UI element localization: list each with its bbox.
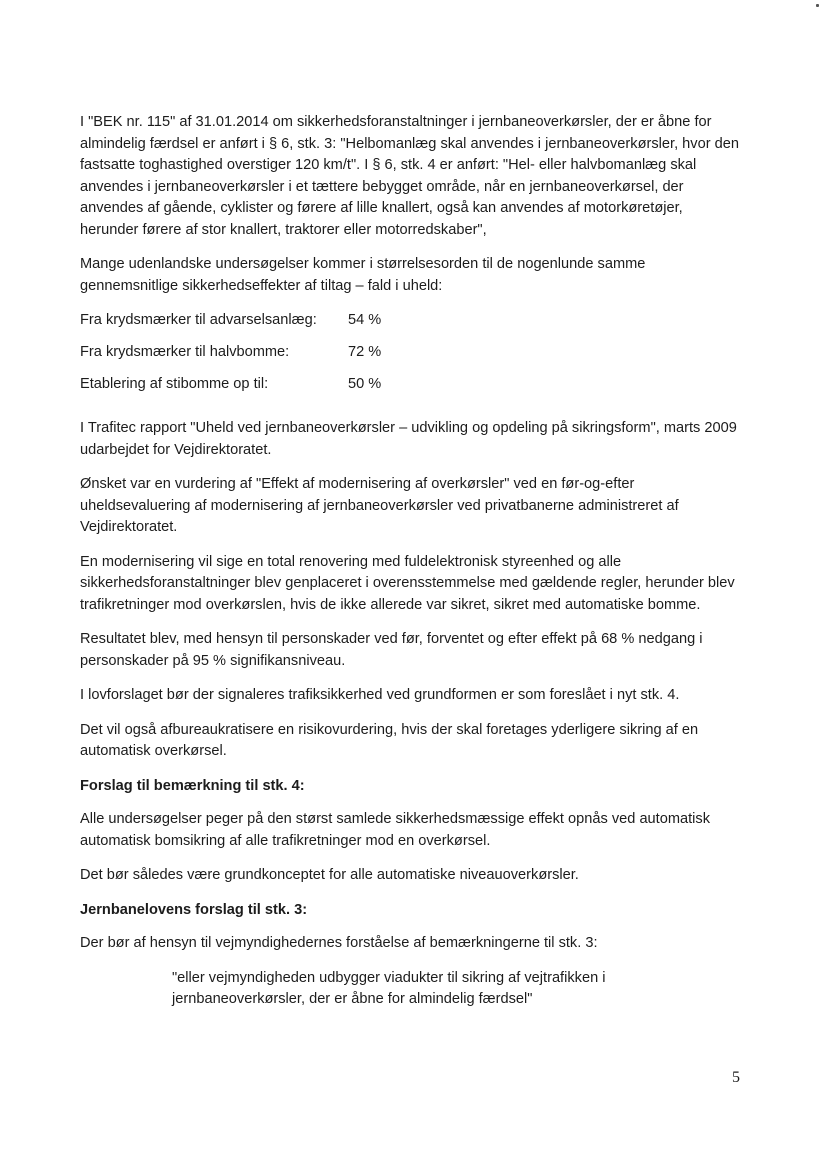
paragraph-bek-reference: I "BEK nr. 115" af 31.01.2014 om sikkerhedsforanstaltninger i jernbaneoverkørsler, der er åbne for almindelig færdsel er anført i § 6, stk. 3: "Helbomanlæg skal anvendes i jernbaneoverkørsler, hvor den fastsatte toghastighed overstiger 120 km/t". I § 6, stk. 4 er anført: "Hel- eller halvbomanlæg skal anvendes i jernbaneoverkørsler i et tættere bebygget område, når en jernbaneoverkørsel, der anvendes af gående, cyklister og førere af lille knallert, også kan anvendes af motorkøretøjer, herunder førere af stor knallert, traktorer eller motorredskaber", bbox=[80, 114, 739, 238]
stat-value: 50 % bbox=[348, 376, 382, 392]
stat-row bbox=[80, 342, 745, 374]
paragraph-result: Resultatet blev, med hensyn til personskader ved før, forventet og efter effekt på 68 % nedgang i personskader på 95 % signifikansniveau. bbox=[80, 631, 703, 669]
scan-mark bbox=[816, 4, 819, 7]
page-number: 5 bbox=[732, 1069, 740, 1086]
document-body bbox=[80, 112, 745, 1023]
paragraph-road-authorities: Der bør af hensyn til vejmyndighedernes forståelse af bemærkningerne til stk. 3: bbox=[80, 935, 598, 951]
quote-viaducts: "eller vejmyndigheden udbygger viadukter til sikring af vejtrafikken i jernbaneoverkørsler, der er åbne for almindelig færdsel" bbox=[172, 969, 606, 1007]
paragraph-basic-concept: Det bør således være grundkonceptet for alle automatiske niveauoverkørsler. bbox=[80, 867, 579, 883]
paragraph-risk-assessment: Det vil også afbureaukratisere en risikovurdering, hvis der skal foretages yderligere sikring af en automatisk overkørsel. bbox=[80, 721, 699, 759]
stat-row bbox=[80, 310, 745, 342]
stat-label: Fra krydsmærker til halvbomme: bbox=[80, 344, 290, 360]
stat-label: Etablering af stibomme op til: bbox=[80, 376, 269, 392]
heading-stk-4: Forslag til bemærkning til stk. 4: bbox=[80, 777, 305, 794]
stat-row bbox=[80, 374, 745, 406]
paragraph-bill-signal: I lovforslaget bør der signaleres trafiksikkerhed ved grundformen er som foreslået i nyt stk. 4. bbox=[80, 687, 680, 703]
paragraph-all-studies: Alle undersøgelser peger på den størst samlede sikkerhedsmæssige effekt opnås ved automatisk automatisk bomsikring af alle trafikretninger mod en overkørsel. bbox=[80, 811, 711, 849]
paragraph-foreign-studies: Mange udenlandske undersøgelser kommer i størrelsesorden til de nogenlunde samme gennemsnitlige sikkerhedseffekter af tiltag – fald i uheld: bbox=[80, 256, 646, 294]
safety-effects-list bbox=[80, 310, 745, 406]
paragraph-modernisation: En modernisering vil sige en total renovering med fuldelektronisk styreenhed og alle sikkerhedsforanstaltninger blev genplaceret i overensstemmelse med gældende regler, herunder blev trafikretninger mod overkørslen, hvis de ikke allerede var sikret, sikret med automatiske bomme. bbox=[80, 553, 735, 613]
stat-value: 54 % bbox=[348, 312, 382, 328]
paragraph-trafitec-report: I Trafitec rapport "Uheld ved jernbaneoverkørsler – udvikling og opdeling på sikringsform", marts 2009 udarbejdet for Vejdirektoratet. bbox=[80, 420, 737, 458]
heading-stk-3: Jernbanelovens forslag til stk. 3: bbox=[80, 901, 308, 918]
paragraph-evaluation-wish: Ønsket var en vurdering af "Effekt af modernisering af overkørsler" ved en før-og-efter uheldsevaluering af modernisering af jernbaneoverkørsler ved privatbanerne administreret af Vejdirektoratet. bbox=[80, 476, 679, 535]
stat-label: Fra krydsmærker til advarselsanlæg: bbox=[80, 312, 317, 328]
stat-value: 72 % bbox=[348, 344, 382, 360]
